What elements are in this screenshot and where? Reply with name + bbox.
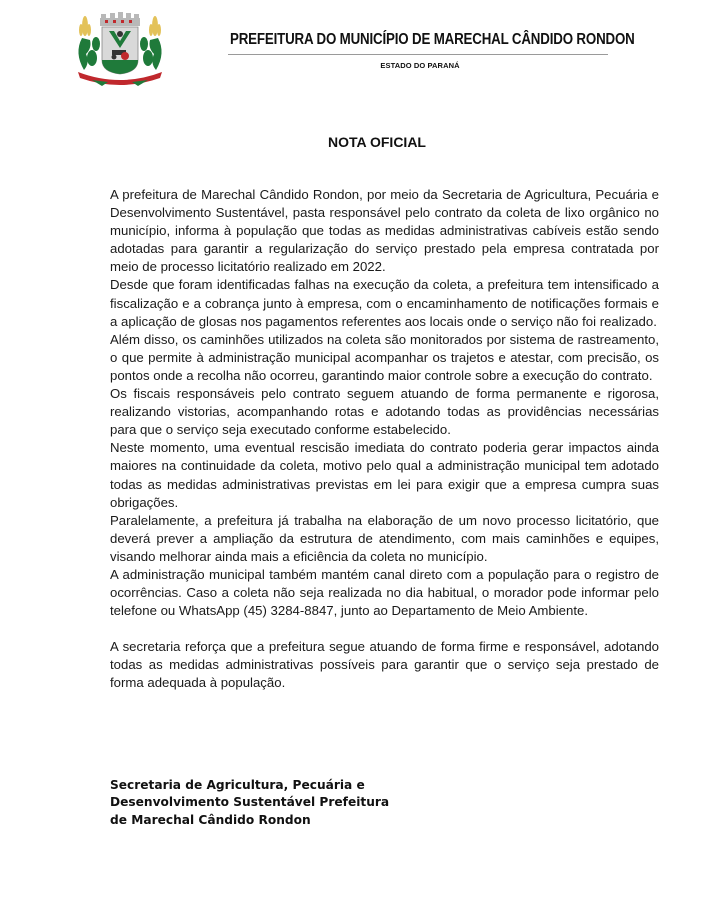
municipal-coat-of-arms [72, 8, 168, 88]
signature-line: Secretaria de Agricultura, Pecuária e [110, 778, 365, 792]
paragraph-inspectors: Os fiscais responsáveis pelo contrato seguem atuando de forma permanente e rigorosa, realizando vistorias, acompanhando rotas e adotando todas as providências necessárias para que o serviço seja executado conforme estabelecido. [110, 386, 659, 438]
document-body [110, 186, 659, 693]
signature-block [110, 777, 410, 829]
document-title: NOTA OFICIAL [328, 134, 426, 150]
signature-line: Desenvolvimento Sustentável Prefeitura [110, 795, 390, 810]
header-divider [228, 54, 608, 55]
coat-of-arms-icon [72, 8, 168, 88]
signature-line: de Marechal Cândido Rondon [110, 812, 311, 827]
paragraph-new-bidding: Paralelamente, a prefeitura já trabalha na elaboração de um novo processo licitatório, que deverá prever a ampliação da estrutura de atendimento, com mais caminhões e equipes, visando melhorar ainda mais a eficiência da coleta no município. [110, 512, 659, 564]
paragraph-tracking: Além disso, os caminhões utilizados na coleta são monitorados por sistema de rastreamento, o que permite à administração municipal acompanhar os trajetos e atestar, com precisão, os pontos onde a recolha não ocorreu, garantindo maior controle sobre a execução do contrato. [110, 331, 659, 383]
paragraph-inspection: Desde que foram identificadas falhas na execução da coleta, a prefeitura tem intensificado a fiscalização e a cobrança junto à empresa, com o encaminhamento de notificações formais e a aplicação de glosas nos pagamentos referentes aos locais onde o serviço não foi realizado. [110, 277, 659, 329]
paragraph-contact-channel: A administração municipal também mantém canal direto com a população para o registro de ocorrências. Caso a coleta não seja realizada no dia habitual, o morador pode informar pelo telefone ou WhatsApp (45) 3284-8847, junto ao Departamento de Meio Ambiente. [110, 566, 659, 619]
paragraph-rescission: Neste momento, uma eventual rescisão imediata do contrato poderia gerar impactos ainda maiores na continuidade da coleta, motivo pelo qual a administração municipal tem adotado todas as medidas administrativas previstas em lei para exigir que a empresa cumpra suas obrigações. [110, 440, 659, 510]
paragraph-intro: A prefeitura de Marechal Cândido Rondon, por meio da Secretaria de Agricultura, Pecuária e Desenvolvimento Sustentável, pasta responsável pelo contrato da coleta de lixo orgânico no município, informa à população que todas as medidas administrativas cabíveis estão sendo adotadas para garantir a regularização do serviço prestado pela empresa contratada por meio de processo licitatório realizado em 2022. [110, 187, 659, 275]
municipality-header-title: PREFEITURA DO MUNICÍPIO DE MARECHAL CÂNDIDO RONDON [230, 31, 635, 48]
paragraph-closing: A secretaria reforça que a prefeitura segue atuando de forma firme e responsável, adotando todas as medidas administrativas possíveis para garantir que o serviço seja prestado de forma adequada à população. [110, 639, 659, 691]
state-subtitle: ESTADO DO PARANÁ [380, 61, 460, 70]
